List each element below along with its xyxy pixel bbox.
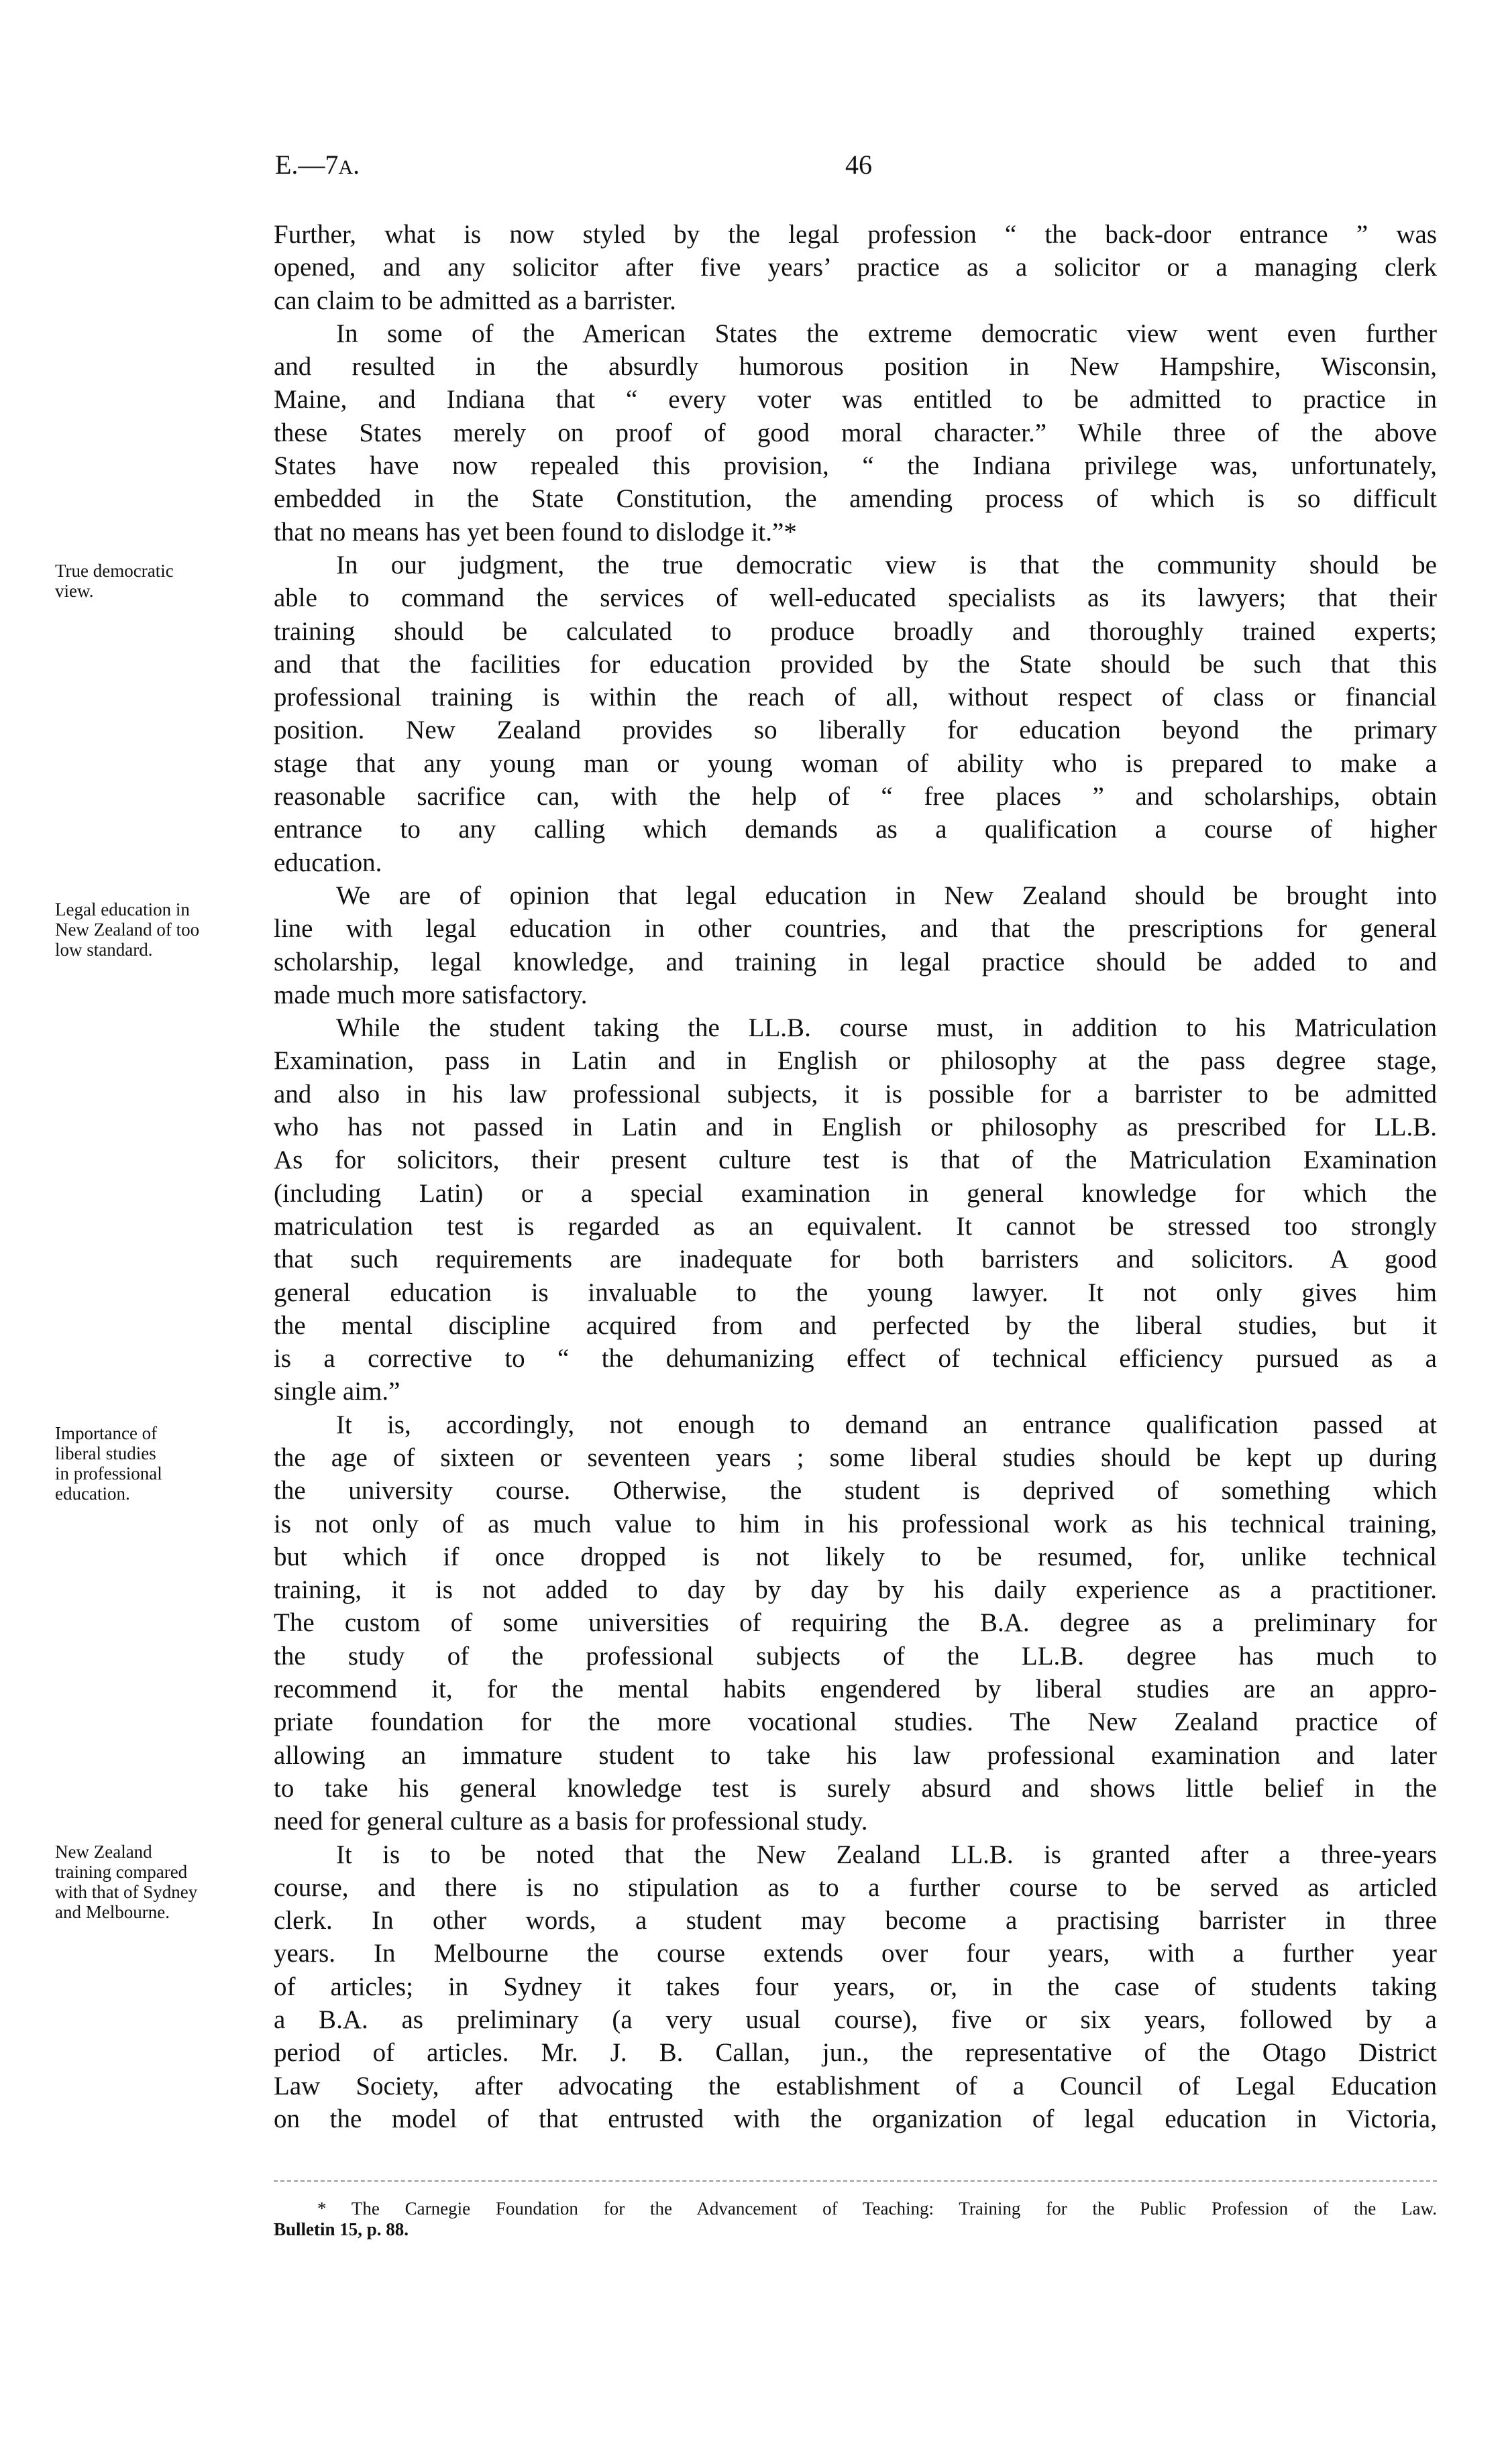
- sidenote-liberal-studies: [55, 1423, 256, 1504]
- text-line: position. New Zealand provides so liberally for education beyond the primary: [274, 716, 1437, 745]
- paragraph: [274, 317, 1437, 549]
- text-line: clerk. In other words, a student may become a practising barrister in three: [274, 1906, 1437, 1936]
- paragraph: [274, 218, 1437, 317]
- footnote-bulletin: Bulletin 15, p. 88.: [274, 2219, 409, 2239]
- text-line: and also in his law professional subjects, it is possible for a barrister to be admitted: [274, 1079, 1437, 1109]
- text-line: on the model of that entrusted with the organization of legal education in Victoria,: [274, 2104, 1437, 2133]
- paragraph: [274, 549, 1437, 879]
- text-line: It is to be noted that the New Zealand LL.B. is granted after a three-years: [336, 1840, 1437, 1869]
- text-line: entrance to any calling which demands as a qualification a course of higher: [274, 815, 1437, 844]
- sidenote-training-comparison: [55, 1842, 256, 1922]
- text-line: is a corrective to “ the dehumanizing effect of technical efficiency pursued as a: [274, 1344, 1437, 1374]
- text-line: The custom of some universities of requiring the B.A. degree as a preliminary for: [274, 1608, 1437, 1638]
- text-line: these States merely on proof of good moral character.” While three of the above: [274, 418, 1437, 447]
- text-line: Further, what is now styled by the legal profession “ the back-door entrance ” was: [274, 220, 1437, 249]
- text-line: line with legal education in other countries, and that the prescriptions for general: [274, 914, 1437, 944]
- text-line: In some of the American States the extreme democratic view went even further: [336, 319, 1437, 348]
- text-line: that no means has yet been found to dislodge it.”*: [274, 517, 797, 547]
- text-line: to take his general knowledge test is surely absurd and shows little belief in the: [274, 1773, 1437, 1803]
- text-line: single aim.”: [274, 1377, 400, 1406]
- sidenote-true-democratic-view: [55, 561, 256, 601]
- sidenote-line: Importance of: [55, 1423, 158, 1443]
- text-line: embedded in the State Constitution, the amending process of which is so difficult: [274, 484, 1437, 514]
- text-line: Law Society, after advocating the establishment of a Council of Legal Education: [274, 2071, 1437, 2101]
- sidenote-line: New Zealand: [55, 1842, 152, 1862]
- text-line: the study of the professional subjects of the LL.B. degree has much to: [274, 1641, 1437, 1671]
- text-line: able to command the services of well-educated specialists as its lawyers; that their: [274, 583, 1437, 613]
- text-line: training, it is not added to day by day by his daily experience as a practitioner.: [274, 1575, 1437, 1605]
- footnote: [274, 2198, 1437, 2240]
- body-text: [274, 218, 1437, 2135]
- text-line: the age of sixteen or seventeen years ; some liberal studies should be kept up during: [274, 1443, 1437, 1472]
- code-end: .: [353, 150, 360, 180]
- sidenote-line: in professional: [55, 1463, 162, 1483]
- text-line: Examination, pass in Latin and in English or philosophy at the pass degree stage,: [274, 1046, 1437, 1076]
- sidenote-legal-education-standard: [55, 899, 256, 960]
- text-line: matriculation test is regarded as an equivalent. It cannot be stressed too strongly: [274, 1211, 1437, 1241]
- text-line: scholarship, legal knowledge, and training in legal practice should be added to and: [274, 947, 1437, 976]
- text-line: education.: [274, 848, 382, 877]
- paragraph: [274, 1838, 1437, 2136]
- text-line: While the student taking the LL.B. course must, in addition to his Matriculation: [336, 1013, 1437, 1043]
- text-line: Maine, and Indiana that “ every voter was entitled to be admitted to practice in: [274, 385, 1437, 414]
- text-line: course, and there is no stipulation as to a further course to be served as articled: [274, 1872, 1437, 1902]
- text-line: and that the facilities for education provided by the State should be such that this: [274, 649, 1437, 679]
- text-line: allowing an immature student to take his law professional examination and later: [274, 1740, 1437, 1770]
- text-line: is not only of as much value to him in his professional work as his technical training,: [274, 1509, 1437, 1538]
- text-line: years. In Melbourne the course extends over four years, with a further year: [274, 1939, 1437, 1968]
- text-line: priate foundation for the more vocational studies. The New Zealand practice of: [274, 1707, 1437, 1737]
- text-line: period of articles. Mr. J. B. Callan, jun., the representative of the Otago District: [274, 2038, 1437, 2068]
- text-line: It is, accordingly, not enough to demand an entrance qualification passed at: [336, 1410, 1437, 1439]
- text-line: As for solicitors, their present culture test is that of the Matriculation Examination: [274, 1145, 1437, 1175]
- text-line: can claim to be admitted as a barrister.: [274, 286, 676, 315]
- text-line: made much more satisfactory.: [274, 980, 588, 1009]
- sidenote-line: New Zealand of too: [55, 919, 200, 940]
- text-line: States have now repealed this provision, “ the Indiana privilege was, unfortunately,: [274, 451, 1437, 481]
- text-line: the university course. Otherwise, the student is deprived of something which: [274, 1476, 1437, 1506]
- text-line: that such requirements are inadequate for both barristers and solicitors. A good: [274, 1245, 1437, 1274]
- text-line: the mental discipline acquired from and perfected by the liberal studies, but it: [274, 1310, 1437, 1340]
- paragraph: [274, 1011, 1437, 1408]
- footnote-divider: [274, 2180, 1437, 2182]
- code-prefix: E.—7: [275, 150, 339, 180]
- page-number: 46: [845, 150, 872, 180]
- text-line: recommend it, for the mental habits engendered by liberal studies are an appro-: [274, 1675, 1437, 1704]
- text-line: opened, and any solicitor after five years’ practice as a solicitor or a managing clerk: [274, 253, 1437, 282]
- text-line: general education is invaluable to the young lawyer. It not only gives him: [274, 1278, 1437, 1307]
- text-line: reasonable sacrifice can, with the help of “ free places ” and scholarships, obtain: [274, 782, 1437, 811]
- sidenote-line: True democratic: [55, 561, 174, 581]
- text-line: but which if once dropped is not likely to be resumed, for, unlike technical: [274, 1542, 1437, 1571]
- text-line: We are of opinion that legal education in New Zealand should be brought into: [336, 881, 1437, 910]
- text-line: (including Latin) or a special examination in general knowledge for which the: [274, 1178, 1437, 1208]
- sidenote-line: low standard.: [55, 940, 153, 960]
- text-line: and resulted in the absurdly humorous position in New Hampshire, Wisconsin,: [274, 352, 1437, 382]
- paragraph: [274, 1408, 1437, 1838]
- footnote-citation: * The Carnegie Foundation for the Advancement of Teaching: Training for the Public Profession of the Law.: [317, 2198, 1437, 2219]
- text-line: who has not passed in Latin and in English or philosophy as prescribed for LL.B.: [274, 1113, 1437, 1142]
- sidenote-line: training compared: [55, 1862, 188, 1882]
- text-line: training should be calculated to produce broadly and thoroughly trained experts;: [274, 616, 1437, 646]
- code-suffix: A: [338, 156, 354, 178]
- sidenote-line: Legal education in: [55, 899, 190, 919]
- text-line: of articles; in Sydney it takes four years, or, in the case of students taking: [274, 1972, 1437, 2001]
- text-line: a B.A. as preliminary (a very usual course), five or six years, followed by a: [274, 2005, 1437, 2035]
- text-line: In our judgment, the true democratic view is that the community should be: [336, 550, 1437, 579]
- sidenote-line: view.: [55, 581, 94, 601]
- text-line: need for general culture as a basis for professional study.: [274, 1807, 868, 1836]
- text-line: stage that any young man or young woman of ability who is prepared to make a: [274, 748, 1437, 778]
- document-code: [275, 149, 360, 184]
- sidenote-line: liberal studies: [55, 1443, 156, 1463]
- sidenote-line: education.: [55, 1483, 130, 1504]
- sidenote-line: and Melbourne.: [55, 1902, 170, 1922]
- sidenote-line: with that of Sydney: [55, 1882, 198, 1902]
- paragraph: [274, 879, 1437, 1011]
- text-line: professional training is within the reach of all, without respect of class or financial: [274, 683, 1437, 712]
